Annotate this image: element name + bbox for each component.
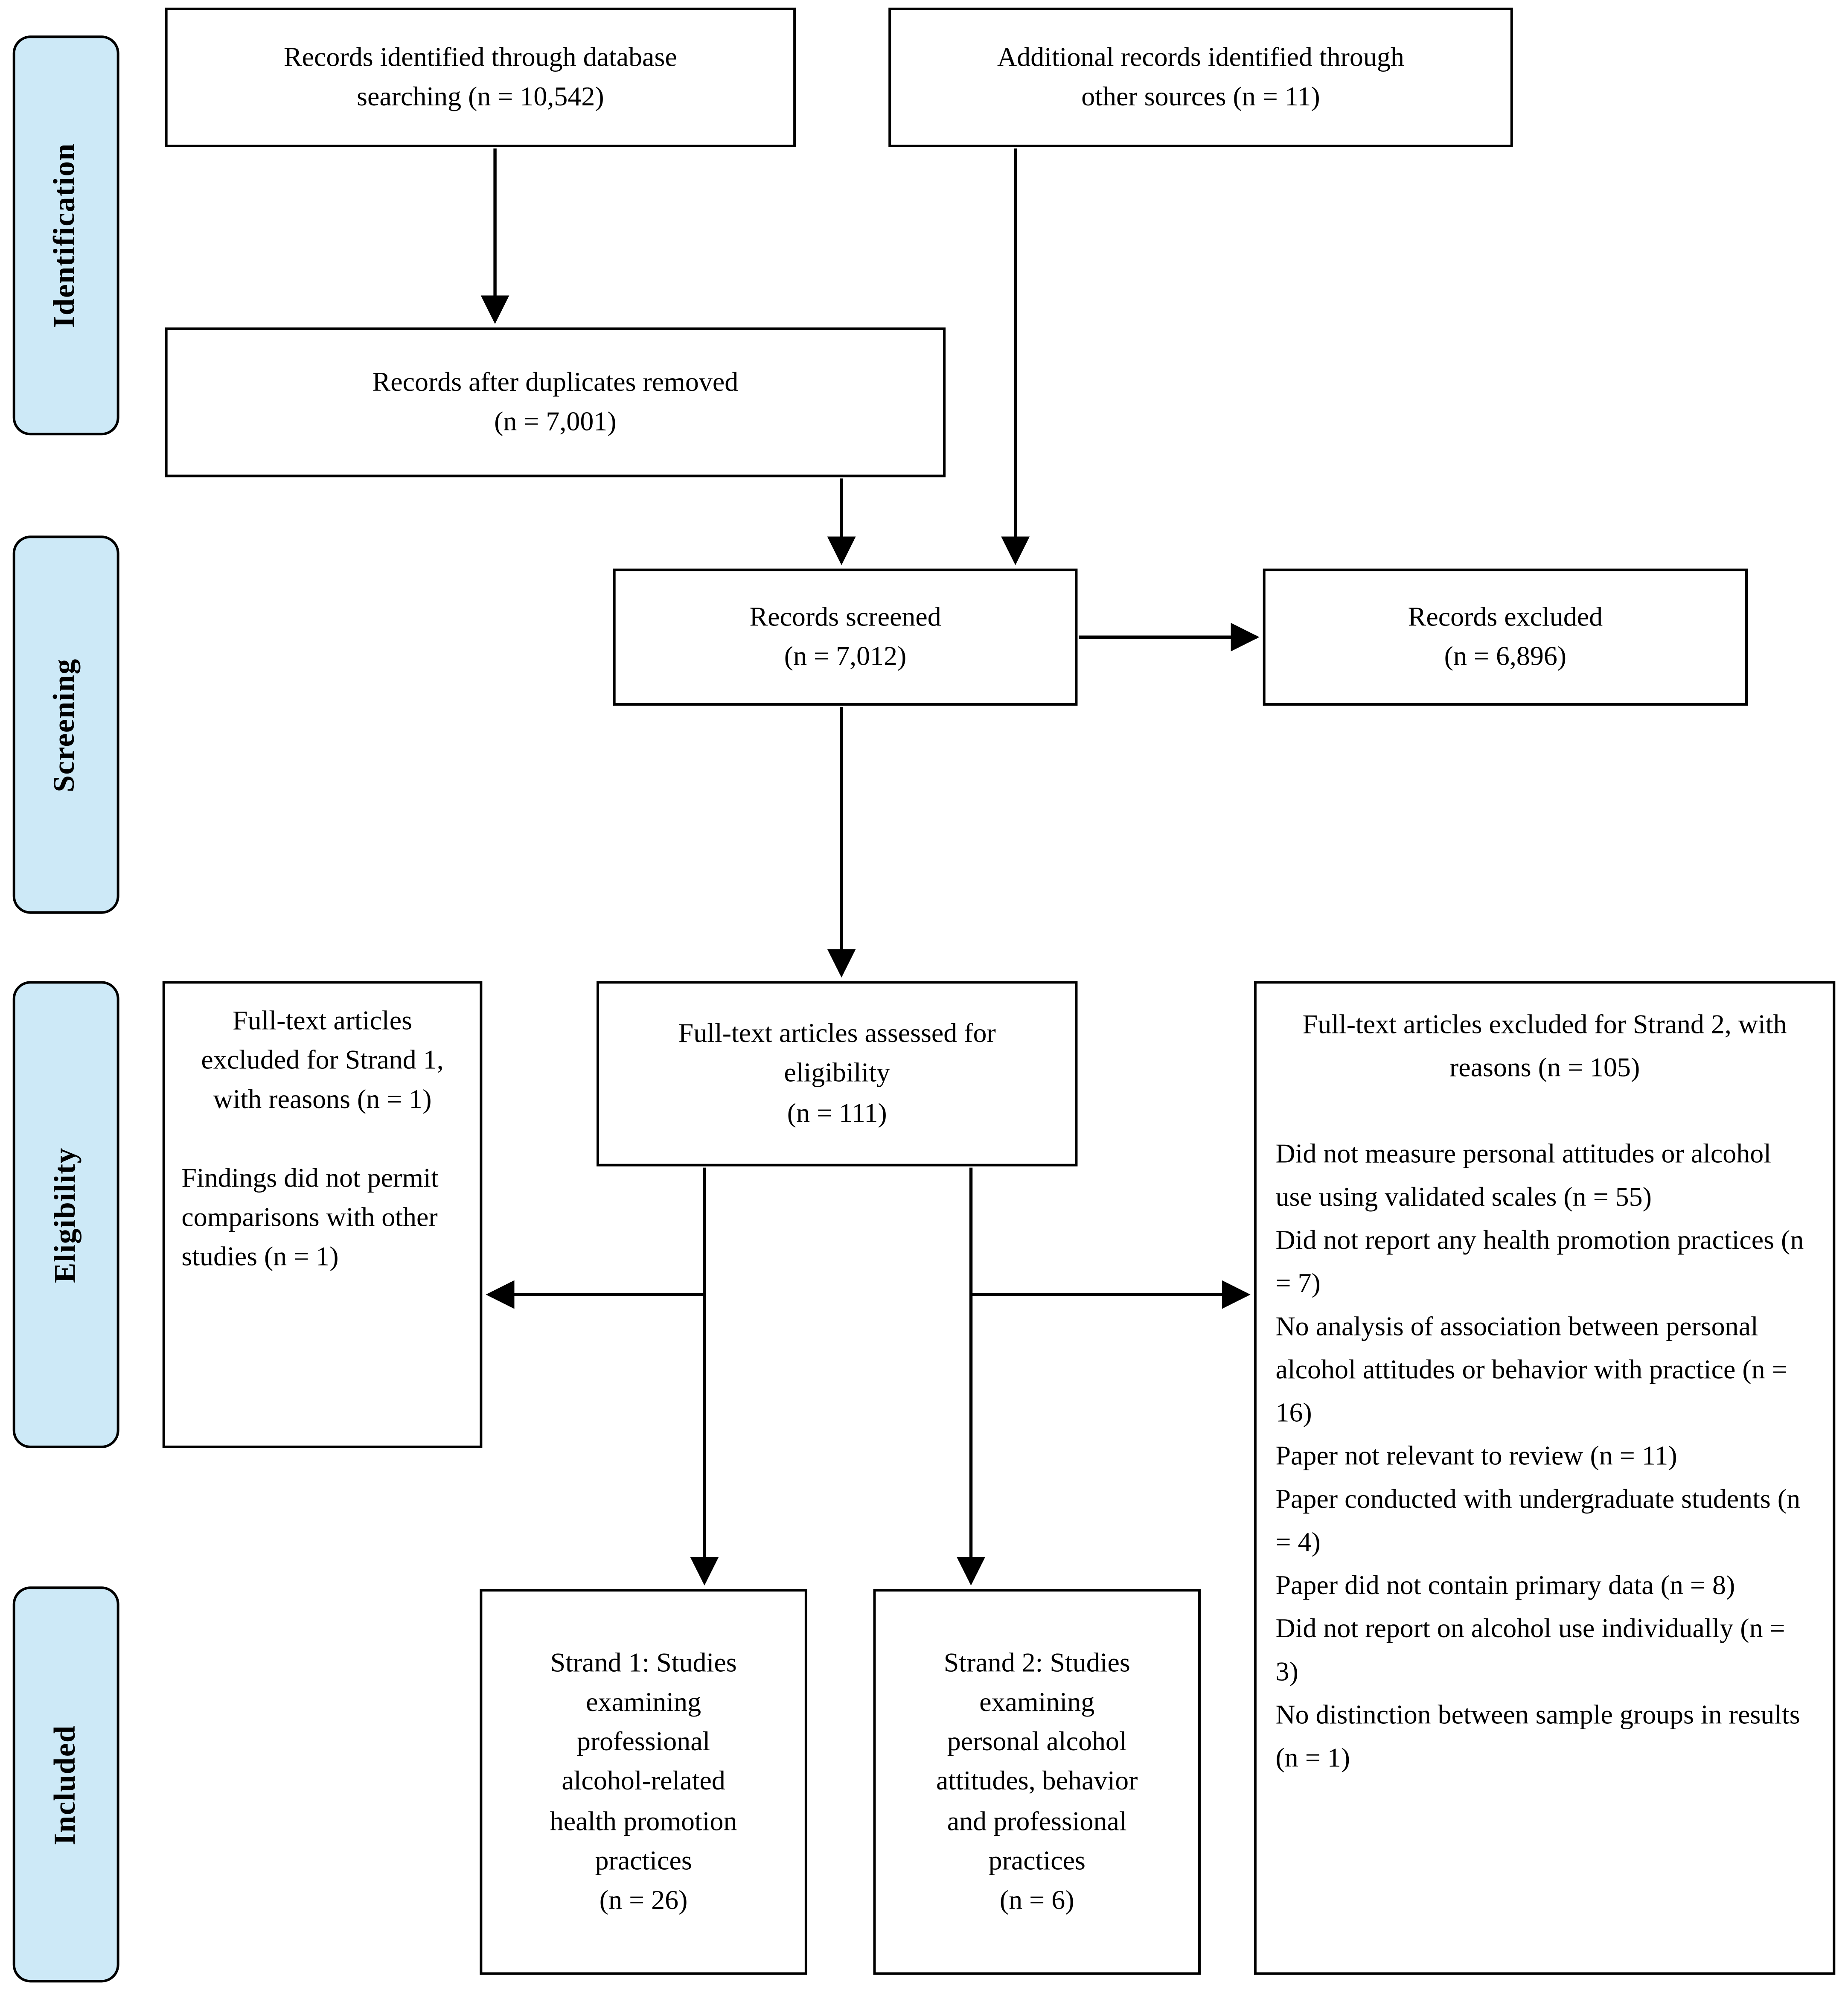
text-line: and professional	[947, 1805, 1127, 1836]
text-line: (n = 7,012)	[784, 641, 907, 672]
text-line: health promotion	[550, 1805, 737, 1836]
text-line: professional	[576, 1726, 710, 1757]
text-line: alcohol-related	[562, 1766, 725, 1797]
text-line: Did not report on alcohol use individually (n = 3)	[1275, 1612, 1785, 1686]
stage-label-text: Included	[49, 1724, 82, 1845]
text-line: No analysis of association between personal alcohol attitudes or behavior with practice (n = 16)	[1275, 1311, 1787, 1428]
text-line: (n = 111)	[787, 1097, 887, 1128]
box-duplicates-removed	[165, 327, 946, 477]
text-line: practices	[595, 1845, 692, 1876]
box-strand2-excluded-header: Full-text articles excluded for Strand 2, with reasons (n = 105)	[1302, 1009, 1787, 1083]
box-fulltext-assessed	[597, 981, 1077, 1166]
text-line: Paper did not contain primary data (n = 8)	[1275, 1569, 1735, 1600]
text-line: practices	[988, 1845, 1086, 1876]
box-additional-records	[888, 8, 1513, 147]
text-line: Additional records identified through	[997, 41, 1404, 73]
text-line: Records after duplicates removed	[372, 367, 739, 397]
box-strand1-included	[480, 1589, 807, 1975]
text-line: Records identified through database	[284, 41, 677, 73]
text-line: examining	[586, 1687, 701, 1717]
box-records-excluded	[1263, 569, 1748, 706]
text-line: other sources (n = 11)	[1081, 81, 1320, 112]
text-line: (n = 6,896)	[1444, 641, 1567, 672]
text-line: Full-text articles assessed for	[678, 1018, 996, 1049]
box-strand1-excluded-reasons	[181, 1158, 463, 1277]
stage-label-screening	[13, 535, 119, 914]
text-line: (n = 7,001)	[494, 406, 617, 437]
box-strand2-excluded-reasons	[1275, 1133, 1813, 1780]
stage-label-text: Identification	[49, 143, 82, 328]
text-line: (n = 6)	[999, 1885, 1074, 1915]
text-line: No distinction between sample groups in results (n = 1)	[1275, 1699, 1800, 1773]
box-strand1-excluded-header: Full-text articles excluded for Strand 1, with reasons (n = 1)	[201, 1005, 444, 1115]
text-line: (n = 26)	[599, 1885, 688, 1915]
stage-label-eligibility	[13, 981, 119, 1448]
text-line: Findings did not permit comparisons with other studies (n = 1)	[181, 1162, 439, 1272]
text-line: Paper not relevant to review (n = 11)	[1275, 1440, 1677, 1471]
text-line: personal alcohol	[947, 1726, 1127, 1757]
text-line: searching (n = 10,542)	[357, 81, 604, 112]
stage-label-included	[13, 1586, 119, 1982]
text-line: Strand 1: Studies	[550, 1647, 737, 1678]
text-line: Records excluded	[1408, 601, 1603, 632]
text-line: Records screened	[749, 601, 941, 632]
text-line: attitudes, behavior	[936, 1766, 1138, 1797]
text-line: eligibility	[784, 1058, 891, 1088]
box-records-screened	[613, 569, 1078, 706]
text-line: Did not report any health promotion practices (n = 7)	[1275, 1225, 1804, 1298]
text-line: Strand 2: Studies	[943, 1647, 1130, 1678]
box-strand2-included	[873, 1589, 1201, 1975]
text-line: examining	[979, 1687, 1095, 1717]
text-line: Did not measure personal attitudes or alcohol use using validated scales (n = 55)	[1275, 1138, 1772, 1212]
box-strand1-excluded	[163, 981, 483, 1448]
box-strand2-excluded	[1254, 981, 1835, 1975]
text-line: Paper conducted with undergraduate students (n = 4)	[1275, 1483, 1801, 1557]
stage-label-text: Eligibility	[49, 1146, 82, 1283]
stage-label-identification	[13, 35, 119, 435]
box-records-identified	[165, 8, 796, 147]
stage-label-text: Screening	[49, 658, 82, 792]
